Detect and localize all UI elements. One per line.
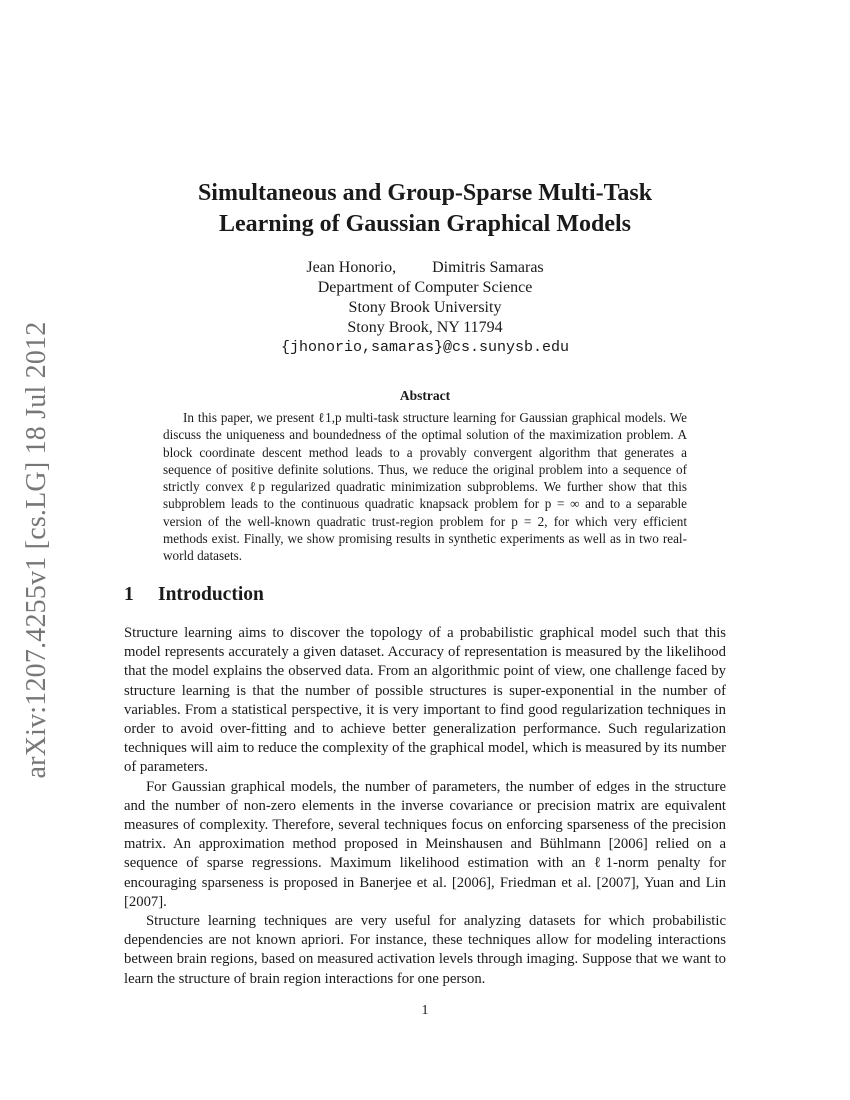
arxiv-identifier: arXiv:1207.4255v1 [cs.LG] 18 Jul 2012 — [21, 321, 52, 779]
author-block — [0, 258, 850, 358]
abstract-heading: Abstract — [399, 388, 451, 403]
introduction-body — [124, 624, 726, 989]
intro-paragraph-3: Structure learning techniques are very useful for analyzing datasets for which probabilistic dependencies are not known apriori. For instance, these techniques allow for modeling interactions between brain regions, based on measured activation levels through imaging. Suppose that we want to learn the structure of brain region interactions for one person. — [124, 913, 726, 987]
section-heading — [124, 584, 264, 606]
author-university: Stony Brook University — [348, 299, 502, 316]
paper-title — [0, 178, 850, 240]
author-address: Stony Brook, NY 11794 — [347, 319, 503, 336]
page-number: 1 — [421, 1003, 429, 1018]
author-name-1: Jean Honorio, — [306, 259, 397, 276]
section-number: 1 — [124, 584, 134, 605]
section-title: Introduction — [158, 584, 264, 605]
abstract-text: In this paper, we present ℓ1,p multi-task structure learning for Gaussian graphical models. We discuss the uniqueness and boundedness of the optimal solution of the maximization problem. A block coordinate descent method leads to a provably convergent algorithm that generates a sequence of positive definite solutions. Thus, we reduce the original problem into a sequence of strictly convex ℓp regularized quadratic minimization subproblems. We further show that this subproblem leads to the continuous quadratic knapsack problem for p = ∞ and to a separable version of the well-known quadratic trust-region problem for p = 2, for which very efficient methods exist. Finally, we show promising results in synthetic experiments as well as in two real-world datasets. — [163, 410, 687, 564]
intro-paragraph-2: For Gaussian graphical models, the number of parameters, the number of edges in the structure and the number of non-zero elements in the inverse covariance or precision matrix are equivalent measures of complexity. Therefore, several techniques focus on enforcing sparseness of the precision matrix. An approximation method proposed in Meinshausen and Bühlmann [2006] relied on a sequence of sparse regressions. Maximum likelihood estimation with an ℓ1-norm penalty for encouraging sparseness is proposed in Banerjee et al. [2006], Friedman et al. [2007], Yuan and Lin [2007]. — [124, 778, 726, 910]
author-names — [0, 258, 850, 278]
title-line-2: Learning of Gaussian Graphical Models — [218, 211, 632, 237]
abstract-body — [163, 409, 687, 565]
author-department: Department of Computer Science — [317, 279, 533, 296]
author-email: {jhonorio,samaras}@cs.sunysb.edu — [280, 339, 570, 356]
title-line-1: Simultaneous and Group-Sparse Multi-Task — [197, 180, 653, 206]
intro-paragraph-1: Structure learning aims to discover the topology of a probabilistic graphical model such that this model represents accurately a given dataset. Accuracy of representation is measured by the likelihood that the model explains the observed data. From an algorithmic point of view, one challenge faced by structure learning is that the number of possible structures is super-exponential in the number of variables. From a statistical perspective, it is very important to find good regularization techniques in order to avoid over-fitting and to achieve better generalization performance. Such regularization techniques will aim to reduce the complexity of the graphical model, which is measured by its number of parameters. — [124, 625, 726, 776]
author-name-2: Dimitris Samaras — [432, 259, 544, 276]
